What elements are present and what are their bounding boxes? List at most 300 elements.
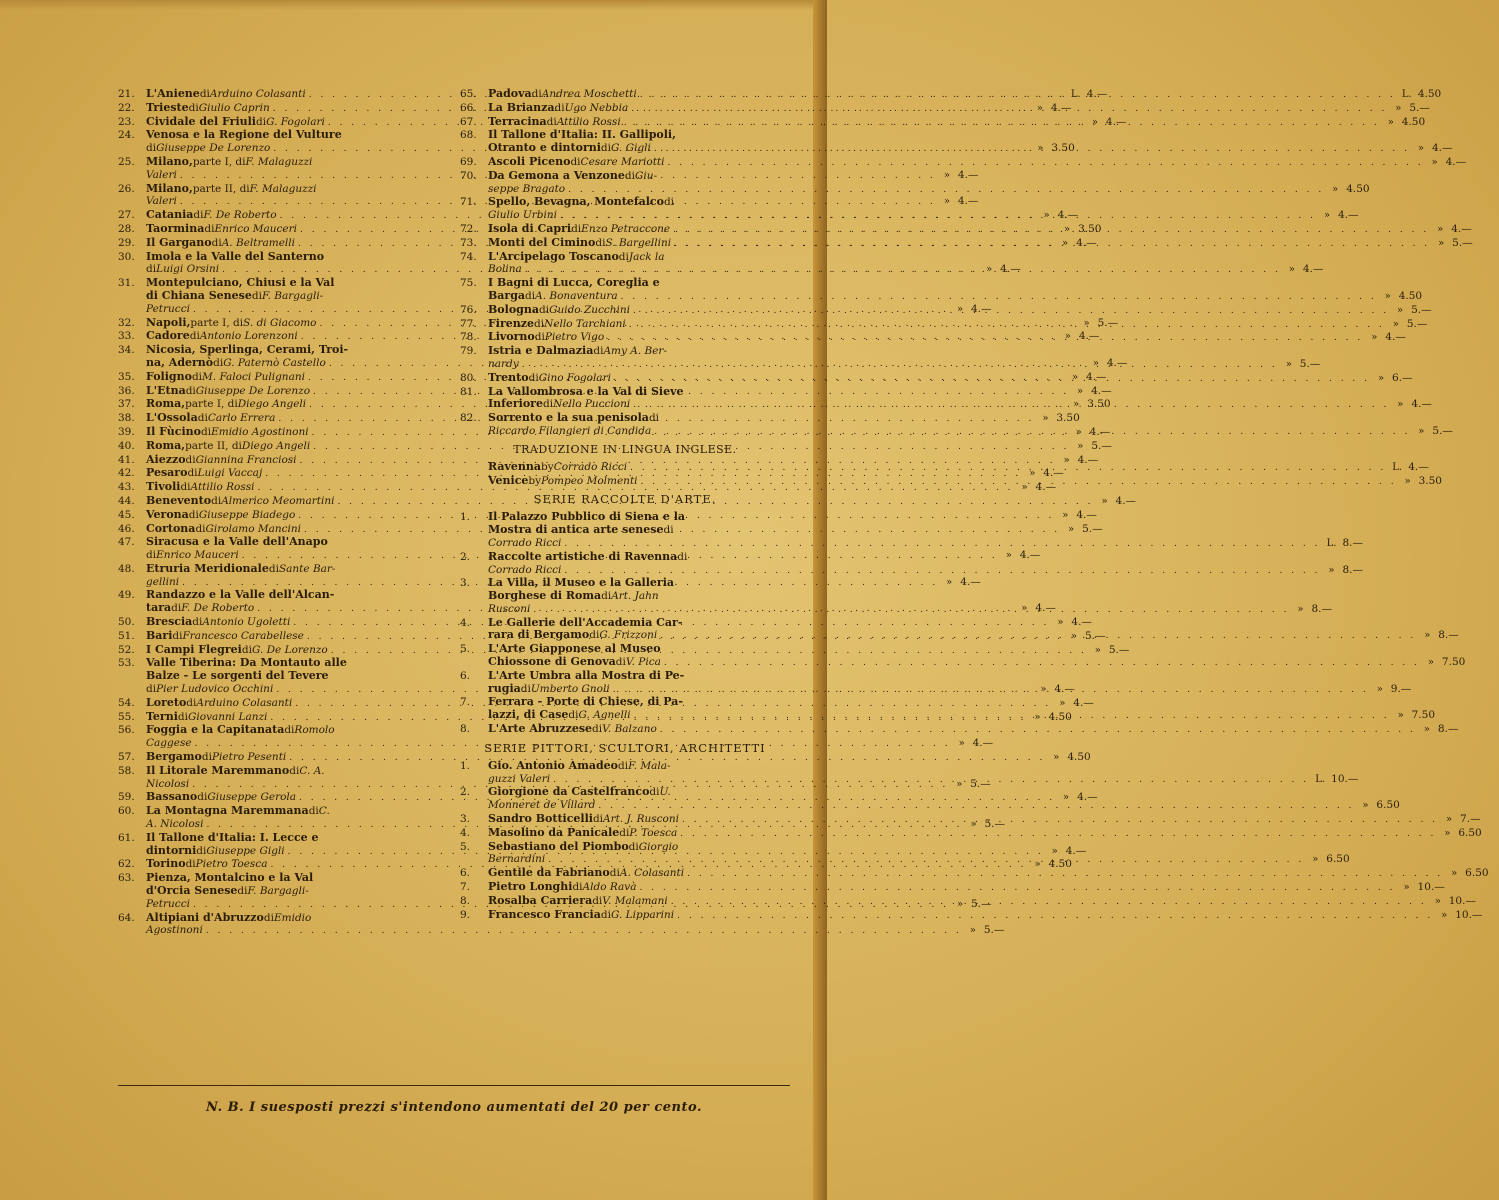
entry-title: Le Gallerie dell'Accademia Car-: [488, 615, 683, 629]
currency-mark: »: [1068, 523, 1075, 535]
currency-mark: »: [1444, 827, 1451, 839]
dot-leader: [621, 117, 1380, 130]
entry-title: Milano,: [146, 181, 193, 195]
entry-body: [488, 331, 1419, 345]
entry-price: 4.—: [957, 195, 979, 208]
currency-mark: »: [1371, 332, 1378, 344]
entry-number: 82.: [460, 412, 477, 425]
entry-number: 75.: [460, 277, 477, 290]
entry-preposition: di: [538, 303, 550, 316]
entry-author: C.: [318, 805, 330, 818]
entry-line: [488, 799, 1410, 813]
currency-mark: »: [1438, 237, 1445, 249]
entry-line: [488, 170, 1380, 183]
catalog-entry: [460, 114, 1426, 130]
entry-preposition: di: [554, 101, 565, 114]
entry-preposition: di: [663, 196, 675, 209]
entry-title: Taormina: [146, 221, 205, 235]
page-top-shadow: [0, 0, 827, 10]
entry-title: Etruria Meridionale: [146, 561, 269, 575]
entry-title: L'Arte Giapponese al Museo: [488, 642, 661, 656]
dot-leader: [610, 684, 1369, 697]
catalog-entry: [460, 473, 1442, 489]
entry-title: na, Adernò: [146, 355, 214, 369]
entry-preposition: di: [289, 764, 300, 777]
currency-mark: »: [1397, 304, 1404, 316]
entry-title: Bergamo: [146, 750, 202, 764]
entry-preposition: di: [618, 250, 629, 263]
entry-line: [488, 398, 1445, 412]
entry-title: Terracina: [488, 114, 547, 128]
entry-preposition: di: [649, 786, 660, 799]
dot-leader: [631, 710, 1390, 723]
catalog-entry: [460, 276, 1423, 304]
entry-price: 4.—: [1089, 425, 1111, 438]
entry-author: Giuseppe De Lorenzo: [195, 384, 311, 397]
catalog-entry: [460, 785, 1400, 813]
currency-mark: »: [1037, 143, 1044, 155]
entry-number: 51.: [118, 629, 135, 642]
entry-number: 2.: [460, 786, 471, 799]
entry-author: Andrea Moschetti: [541, 88, 637, 100]
catalog-entry: [460, 100, 1430, 116]
dot-leader: [628, 103, 1387, 116]
entry-preposition: di: [308, 805, 319, 818]
entry-title: La Montagna Maremmana: [146, 804, 309, 818]
entry-line: [488, 656, 1476, 670]
currency-mark: »: [1034, 711, 1041, 723]
entry-price: 3.50: [1078, 222, 1102, 235]
entry-title: Foligno: [146, 369, 192, 383]
entry-body: [488, 475, 1453, 489]
entry-line: [488, 156, 1480, 170]
entry-number: 65.: [460, 88, 477, 100]
entry-line: [488, 813, 1494, 827]
entry-author: Nicolosi: [146, 777, 190, 790]
entry-title: Inferiore: [488, 397, 543, 411]
entry-preposition: di: [589, 629, 600, 642]
entry-author: Enzo Petraccone: [581, 222, 671, 235]
entry-preposition: di: [531, 88, 542, 100]
currency-mark: »: [1288, 264, 1295, 276]
currency-mark: »: [1063, 454, 1070, 466]
entry-number: 5.: [460, 643, 471, 656]
currency-mark: »: [1297, 603, 1304, 615]
entry-price: 4.50: [1398, 289, 1423, 302]
entry-body: [488, 696, 1446, 723]
currency-mark: »: [943, 169, 950, 181]
entry-number: 1.: [460, 511, 471, 524]
entry-line: [488, 183, 1380, 197]
entry-author: Umberto Gnoli: [530, 682, 610, 695]
entry-author: G. Paternò Castello: [223, 356, 326, 369]
entry-body: [488, 345, 1334, 372]
entry-line: [488, 853, 1360, 867]
footnote: N. B. I suesposti prezzi s'intendono aumentati del 20 per cento.: [206, 1100, 702, 1115]
entry-price: 3.50: [1051, 142, 1075, 155]
entry-title: Bassano: [146, 790, 198, 804]
currency-mark: »: [1403, 882, 1410, 894]
entry-preposition: di: [211, 494, 222, 507]
entry-body: [488, 723, 1472, 737]
entry-price: 4.—: [1106, 356, 1128, 369]
catalog-entry: [460, 880, 1445, 895]
entry-price: 4.—: [1019, 549, 1041, 562]
entry-number: 78.: [460, 331, 477, 344]
entry-author: Corrado Ricci: [488, 563, 562, 576]
entry-preposition: di: [542, 398, 554, 411]
entry-number: 30.: [118, 250, 135, 263]
currency-mark: »: [1053, 752, 1060, 764]
currency-mark: »: [1431, 156, 1438, 168]
entry-body: [488, 372, 1426, 386]
entry-preposition: di: [615, 656, 626, 669]
entry-preposition: di: [595, 236, 606, 249]
entry-price: 5.—: [1452, 236, 1473, 249]
entry-line: [488, 475, 1453, 489]
entry-price: 5.—: [984, 818, 1006, 831]
entry-body: [488, 827, 1492, 841]
entry-price: 9.—: [1390, 682, 1412, 695]
entry-number: 72.: [460, 222, 477, 235]
entry-title: La Villa, il Museo e la Galleria: [488, 576, 675, 590]
entry-price: 4.50: [1067, 751, 1091, 764]
currency-mark: »: [1437, 223, 1444, 235]
dot-leader: [561, 565, 1320, 578]
entry-preposition: di: [570, 155, 581, 168]
entry-preposition: di: [592, 723, 603, 736]
entry-line: [488, 129, 1466, 142]
entry-price: 4.—: [972, 737, 994, 750]
entry-body: [488, 304, 1445, 318]
entry-price: 4.—: [1086, 370, 1107, 383]
entry-preposition: di: [237, 885, 248, 898]
entry-price: 4.50: [1401, 115, 1426, 128]
entry-price: 4.—: [960, 575, 981, 588]
entry-preposition: di: [525, 289, 536, 302]
entry-price: 8.—: [1311, 602, 1332, 615]
entry-price: 10.—: [1417, 881, 1445, 894]
entry-author: Cesare Mariotti: [580, 155, 665, 168]
entry-line: [488, 116, 1436, 130]
currency-mark: »: [1285, 358, 1292, 370]
entry-number: 55.: [118, 710, 135, 723]
entry-title: Altipiani d'Abruzzo: [146, 910, 264, 924]
entry-number: 27.: [118, 209, 135, 222]
entry-preposition: di: [528, 371, 539, 384]
translation-list: [460, 459, 1442, 489]
entry-number: 9.: [460, 908, 471, 921]
entry-author: Pietro Vigo: [544, 331, 605, 344]
entry-title: L'Arcipelago Toscano: [488, 249, 619, 263]
entry-price: 4.—: [1411, 398, 1432, 411]
dot-leader: [618, 291, 1377, 304]
entry-price: 4.50: [1048, 858, 1072, 871]
catalog-entry: [460, 812, 1481, 827]
entry-title: Napoli,: [146, 315, 191, 329]
entry-price: 4.—: [1054, 683, 1075, 696]
entry-title: Isola di Capri: [488, 221, 572, 235]
dot-leader: [657, 630, 1416, 643]
entry-body: [488, 170, 1380, 197]
catalog-entry: [460, 235, 1473, 251]
entry-author: V. Malamani: [602, 894, 668, 907]
catalog-entry: [460, 168, 1370, 197]
entry-number: 54.: [118, 696, 135, 709]
entry-title: Sebastiano del Piombo: [488, 839, 629, 853]
entry-author: Arduino Colasanti: [196, 696, 293, 709]
entry-author: Giorgio: [638, 840, 679, 853]
dot-leader: [670, 224, 1429, 237]
entry-author: Enrico Mauceri: [214, 222, 298, 235]
entry-price: 5.—: [1409, 101, 1430, 114]
entry-title: Monti del Cimino: [488, 235, 596, 249]
entry-price: 4.—: [1078, 330, 1100, 343]
currency-mark: »: [1445, 814, 1453, 826]
entry-body: [488, 841, 1360, 868]
entry-author: Carlo Errera: [207, 412, 276, 425]
currency-mark: L.: [1070, 89, 1081, 100]
entry-author: Agostinoni: [146, 924, 203, 937]
entry-preposition: by: [541, 460, 554, 473]
entry-price: 5.—: [971, 897, 992, 910]
entry-price: 5.—: [1091, 439, 1112, 452]
entry-number: 35.: [118, 370, 135, 383]
entry-title: Pienza, Montalcino e la Val: [146, 871, 314, 885]
entry-price: 4.—: [1077, 453, 1099, 466]
entry-price: 4.—: [1451, 222, 1472, 235]
entry-price: 4.—: [1115, 494, 1137, 507]
entry-number: 77.: [460, 317, 477, 330]
entry-title: Gentile da Fabriano: [488, 866, 610, 880]
entry-preposition: di: [618, 759, 629, 772]
dot-leader: [604, 332, 1363, 345]
entry-price: 4.50: [1346, 182, 1370, 195]
entry-author: Giuseppe Biadego: [198, 508, 296, 521]
entry-title: Randazzo e la Valle dell'Alcan-: [146, 588, 335, 602]
catalog-entry: [460, 87, 1442, 102]
entry-number: 32.: [118, 316, 135, 329]
currency-mark: »: [943, 196, 950, 208]
catalog-entry: [460, 344, 1321, 372]
entry-author: Rusconi: [488, 602, 531, 615]
entry-number: 69.: [460, 155, 477, 168]
entry-number: 4.: [460, 826, 471, 839]
entry-author: Guido Zucchini: [549, 303, 631, 316]
currency-mark: »: [1064, 331, 1071, 343]
entry-number: 6.: [460, 669, 471, 682]
entry-number: 3.: [460, 813, 471, 826]
entry-number: 1.: [460, 759, 471, 772]
entry-line: [488, 617, 1472, 630]
entry-preposition: di: [268, 562, 279, 575]
entry-author: A. Colasanti: [619, 867, 685, 880]
currency-mark: »: [956, 303, 964, 315]
entry-author: Petrucci: [146, 302, 190, 315]
entry-title: I Campi Flegrei: [146, 642, 242, 656]
catalog-entry: [460, 825, 1482, 841]
entry-price: 4.—: [1086, 88, 1108, 100]
entry-author: G. Frizzoni: [599, 629, 658, 642]
entry-price: 4.50: [1048, 710, 1072, 723]
entry-title: Chiossone di Genova: [488, 655, 616, 669]
entry-title: La Brianza: [488, 100, 555, 114]
entry-preposition: di: [255, 115, 267, 128]
entry-preposition: di: [572, 881, 583, 894]
currency-mark: »: [1062, 509, 1069, 521]
entry-preposition: di: [263, 911, 274, 924]
entry-body: [488, 617, 1472, 644]
entry-author: Pietro Toesca: [195, 858, 268, 871]
entry-body: [488, 670, 1425, 697]
entry-body: [488, 156, 1480, 170]
entry-number: 26.: [118, 182, 135, 195]
entry-price: 7.—: [1460, 813, 1481, 826]
entry-price: 7.50: [1441, 656, 1466, 669]
dot-leader: [530, 604, 1289, 617]
entry-preposition: di: [171, 602, 182, 615]
entry-title: L'Arte Umbra alla Mostra di Pe-: [488, 668, 685, 682]
entry-line: [488, 590, 1345, 603]
entry-preposition: di: [185, 384, 196, 397]
entry-author: Luigi Vaccaj: [197, 467, 263, 480]
entry-preposition: di: [609, 867, 620, 880]
entry-price: 4.—: [1073, 696, 1094, 709]
entry-preposition: di: [648, 412, 660, 425]
entry-number: 60.: [118, 805, 135, 818]
dot-leader: [671, 238, 1430, 251]
entry-price: 10.—: [1455, 908, 1483, 921]
entry-author: M. Faloci Pulignani: [202, 370, 305, 383]
entry-author: Riccardo Filangieri di Candida: [488, 424, 652, 437]
entry-number: 50.: [118, 616, 135, 629]
entry-price: 6.50: [1465, 867, 1489, 880]
entry-number: 71.: [460, 196, 477, 209]
entry-body: [488, 786, 1410, 813]
catalog-entry: [460, 907, 1483, 923]
currency-mark: »: [1092, 357, 1099, 369]
entry-title: Sandro Botticelli: [488, 812, 593, 826]
catalog-entry: [460, 866, 1489, 881]
entry-line: [488, 196, 1372, 209]
entry-author: Giuseppe De Lorenzo: [156, 142, 271, 155]
entry-line: [488, 142, 1466, 156]
entry-title: Roma,: [146, 397, 186, 411]
entry-price: 4.—: [957, 168, 979, 181]
currency-mark: »: [1384, 290, 1391, 302]
entry-author: V. Pica: [625, 656, 661, 669]
catalog-entry: [460, 370, 1413, 386]
dot-leader: [611, 370, 1370, 386]
currency-mark: »: [1404, 475, 1411, 487]
entry-price: 4.—: [1076, 508, 1097, 521]
entry-body: [488, 412, 1466, 439]
entry-author: Monneret de Villard: [488, 799, 596, 812]
entry-title: Catania: [146, 208, 194, 222]
entry-title: Gio. Antonio Amadeo: [488, 758, 618, 772]
catalog-entry: [460, 668, 1412, 697]
entry-line: [488, 881, 1452, 895]
horizontal-rule: [118, 1085, 790, 1086]
dot-leader: [203, 925, 962, 938]
entry-preposition: di: [146, 683, 157, 696]
entry-body: [488, 551, 1376, 578]
dot-leader: [638, 476, 1397, 489]
entry-author: Pier Ludovico Occhini: [156, 683, 274, 696]
entry-author: Attilio Rossi: [556, 115, 621, 128]
entry-line: [488, 331, 1419, 345]
currency-mark: »: [1040, 684, 1047, 696]
catalog-entry: [460, 510, 1364, 550]
entry-number: 66.: [460, 101, 477, 114]
entry-price: 4.—: [1000, 263, 1021, 276]
entry-number: 8.: [460, 894, 471, 907]
entry-body: [488, 196, 1372, 223]
currency-mark: »: [946, 576, 953, 588]
entry-line: [488, 723, 1472, 737]
entry-title: Ascoli Piceno: [488, 154, 571, 168]
entry-line: [488, 867, 1499, 881]
entry-price: 10.—: [1448, 894, 1476, 907]
dot-leader: [668, 896, 1427, 909]
entry-line: [488, 223, 1485, 237]
entry-number: 52.: [118, 643, 135, 656]
catalog-entry: [460, 302, 1432, 318]
entry-line: [488, 564, 1376, 578]
currency-mark: »: [1005, 550, 1012, 562]
entry-title: Livorno: [488, 330, 535, 344]
currency-mark: »: [969, 925, 976, 937]
currency-mark: »: [1094, 644, 1101, 656]
catalog-entry: [460, 330, 1406, 345]
entry-number: 36.: [118, 384, 135, 397]
entry-number: 57.: [118, 751, 135, 764]
entry-title: Trieste: [146, 100, 189, 114]
currency-mark: »: [1101, 495, 1108, 507]
entry-price: 4.—: [1035, 602, 1056, 615]
entry-title: Il Tallone d'Italia: I. Lecce e: [146, 830, 319, 844]
entry-title: Firenze: [488, 316, 535, 330]
entry-body: [488, 88, 1452, 102]
entry-preposition: di: [593, 345, 604, 358]
entry-number: 33.: [118, 330, 135, 343]
entry-preposition: di: [188, 508, 199, 521]
entry-author: Nello Tarchiani: [544, 317, 626, 330]
entry-title: Aiezzo: [146, 452, 186, 466]
entry-title: Cortona: [146, 521, 196, 535]
currency-mark: »: [1377, 372, 1385, 384]
dot-leader: [637, 89, 1396, 102]
dot-leader: [630, 302, 1389, 318]
entry-body: [488, 895, 1483, 909]
entry-number: 79.: [460, 345, 477, 358]
entry-number: 29.: [118, 236, 135, 249]
currency-mark: »: [1091, 116, 1098, 128]
entry-title: Venosa e la Regione del Vulture: [146, 128, 342, 142]
currency-mark: »: [970, 819, 977, 831]
entry-author: Arduino Colasanti: [209, 88, 306, 100]
entry-title: Pesaro: [146, 466, 188, 480]
entry-preposition: parte I, di: [190, 316, 244, 329]
entry-price: 6.50: [1376, 799, 1400, 812]
entry-line: [488, 603, 1345, 617]
entry-title: Bari: [146, 628, 173, 642]
entry-price: 4.—: [1077, 791, 1098, 804]
currency-mark: »: [1062, 237, 1069, 249]
entry-line: [488, 277, 1433, 290]
entry-preposition: parte I, di: [192, 155, 246, 168]
entry-author: Giuseppe Gerola: [207, 791, 297, 804]
